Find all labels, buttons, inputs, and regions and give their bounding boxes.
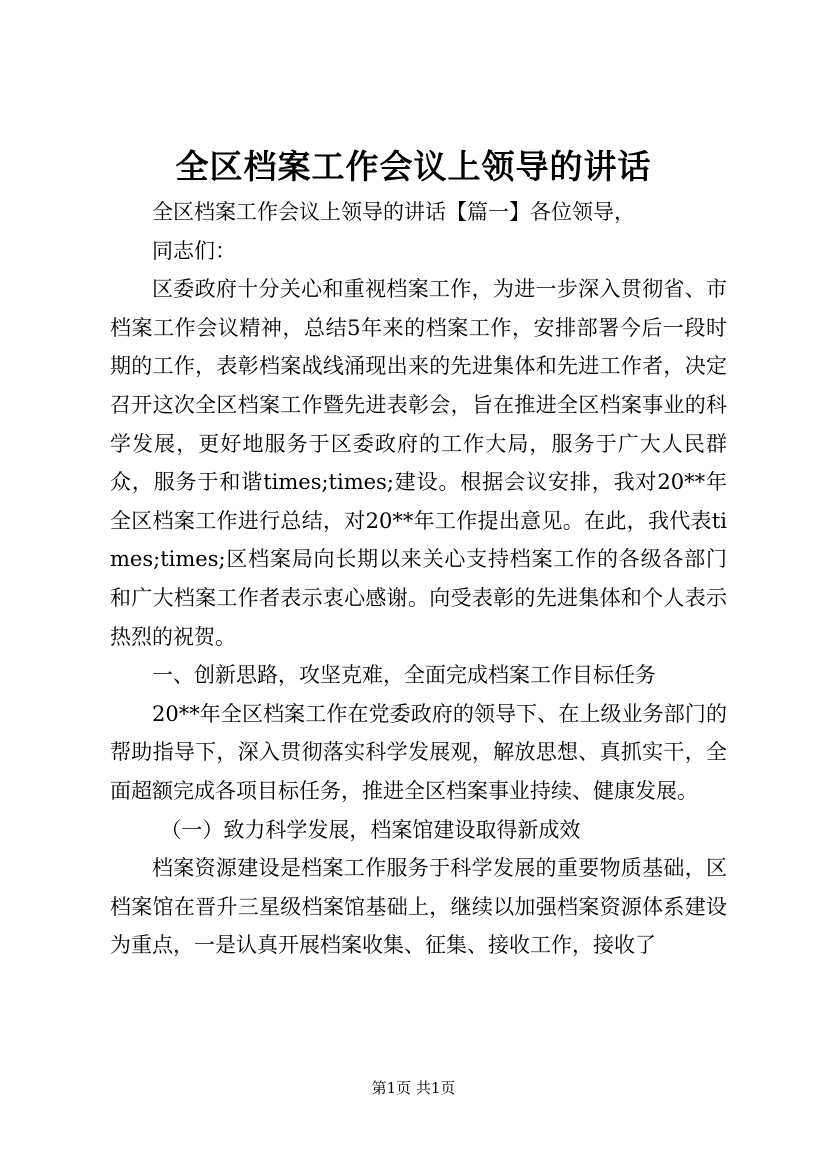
- paragraph-intro: 全区档案工作会议上领导的讲话【篇一】各位领导，: [152, 200, 635, 224]
- page-footer: 第1页 共1页: [371, 1079, 456, 1097]
- paragraph-salutation: 同志们：: [152, 238, 236, 263]
- paragraph-opening: 区委政府十分关心和重视档案工作，为进一步深入贯彻省、市档案工作会议精神，总结5年来的档案工作，安排部署今后一段时期的工作，表彰档案战线涌现出来的先进集体和先进工作者，决定召开这次全区档案工作暨先进表彰会，旨在推进全区档案事业的科学发展，更好地服务于区委政府的工作大局，服务于广大人民群众，服务于和谐times;times;建设。根据会议安排，我对20**年全区档案工作进行总结，对20**年工作提出意见。在此，我代表times;times;区档案局向长期以来关心支持档案工作的各级各部门和广大档案工作者表示衷心感谢。向受表彰的先进集体和个人表示热烈的祝贺。: [110, 277, 727, 649]
- section-heading-1: 一、创新思路，攻坚克难，全面完成档案工作目标任务: [152, 663, 656, 688]
- paragraph-archive-resources: 档案资源建设是档案工作服务于科学发展的重要物质基础，区档案馆在晋升三星级档案馆基础上，继续以加强档案资源体系建设为重点，一是认真开展档案收集、征集、接收工作，接收了: [110, 856, 727, 958]
- document-body: [110, 193, 727, 965]
- document-title: 全区档案工作会议上领导的讲话: [175, 147, 652, 186]
- subsection-heading-1: （一）致力科学发展，档案馆建设取得新成效: [160, 817, 581, 842]
- paragraph-summary: 20**年全区档案工作在党委政府的领导下、在上级业务部门的帮助指导下，深入贯彻落实科学发展观，解放思想、真抓实干，全面超额完成各项目标任务，推进全区档案事业持续、健康发展。: [110, 701, 727, 803]
